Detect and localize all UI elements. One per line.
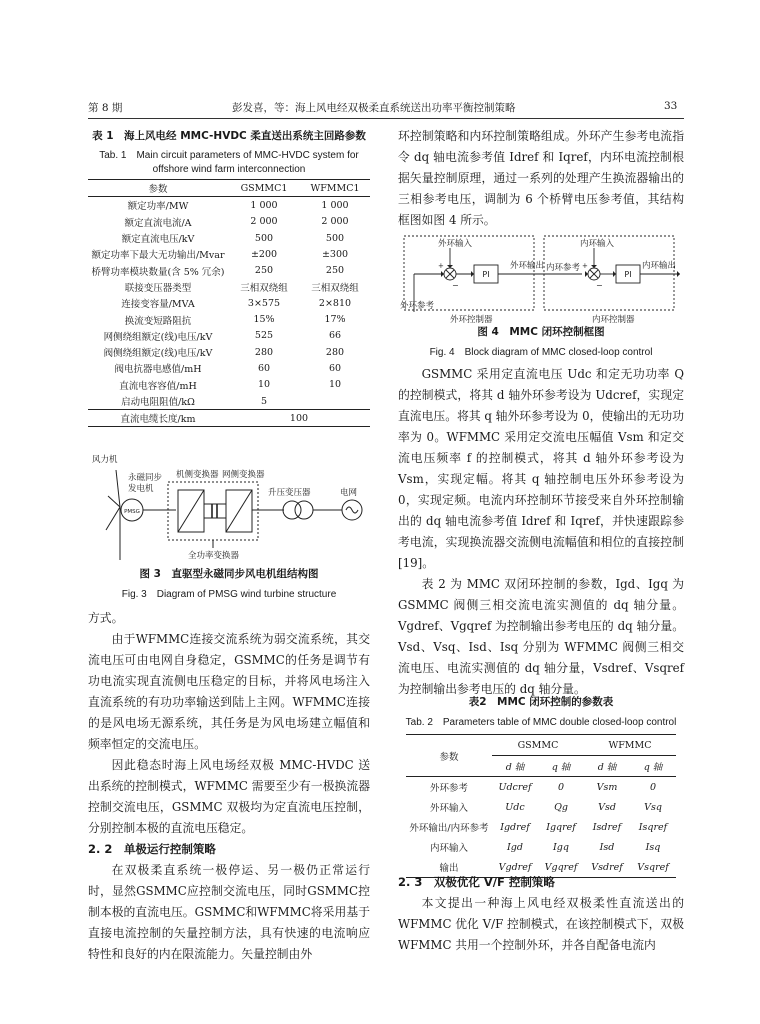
table2-cell: 0: [557, 781, 565, 793]
table1-row: [88, 197, 370, 214]
table1-cell: 15%: [253, 314, 275, 326]
figure4-diagram: [398, 232, 684, 324]
paragraph: 因此稳态时海上风电场经双极 MMC-HVDC 送出系统的控制模式，WFMMC 需要至少有一极换流器控制交流电压，GSMMC 双极均为定直流电压控制，分别控制本极的直流电压稳定。: [88, 758, 370, 835]
page-number: 33: [664, 100, 678, 112]
table1-cell: 额定直流电流/A: [124, 217, 192, 229]
left-body-text: [88, 608, 370, 965]
minus-sign: −: [452, 281, 459, 290]
table1-header-row: [88, 180, 370, 197]
figure4-caption-cn: 图 4 MMC 闭环控制框图: [477, 326, 605, 338]
label-machine-converter: 机侧变换器: [176, 470, 219, 480]
table1-cell: 阀电抗器电感值/mH: [114, 364, 202, 376]
transformer-winding: [283, 501, 301, 519]
table2-sub-header: d 轴: [597, 762, 617, 773]
table1-cell: ±200: [250, 248, 278, 260]
table2-row: [406, 797, 676, 817]
paragraph: 在双极柔直系统一极停运、另一极仍正常运行时，显然GSMMC应控制交流电压，同时GSMMC控制本极的直流电压。GSMMC和WFMMC将采用基于直接电流控制的矢量控制方法，具有快速的电流响应特性和良好的内在限流能力。矢量控制由外: [88, 863, 370, 961]
running-title: 彭发喜，等：海上风电经双极柔直系统送出功率平衡控制策略: [232, 102, 516, 114]
table1-row: [88, 262, 370, 278]
paragraph: 由于WFMMC连接交流系统为弱交流系统，其交流电压可由电网自身稳定，GSMMC的任务是调节有功电流实现直流侧电压稳定的目标，并将风电场注入直流系统的有功功率输送到陆上主网。WFMMC连接的是风电场无源系统，其任务是为风电场建立幅值和频率恒定的交流电压。: [88, 632, 370, 751]
label-inner-controller: 内环控制器: [592, 315, 635, 324]
table1-cell: 2×810: [318, 297, 352, 309]
table1-cell: 500: [325, 232, 345, 244]
table1-cell: 10: [328, 379, 342, 391]
transformer-winding: [295, 501, 313, 519]
paragraph: 表 2 为 MMC 双闭环控制的参数，Igd、Igq 为 GSMMC 阀侧三相交流电流实测值的 dq 轴分量。Vgdref、Vgqref 为控制输出参考电压的 dq 轴分量。Vsd、Vsq、Isd、Isq 分别为 WFMMC 阀侧三相交流电压、电流实测值的 dq 轴分量，Vsdref、Vsqref 为控制输出参考电压的 dq 轴分量。: [398, 577, 684, 696]
table1-cell: 阀侧绕组额定(线)电压/kV: [103, 348, 213, 360]
outer-pi-label: PI: [482, 270, 490, 279]
table1-caption-en: Tab. 1 Main circuit parameters of MMC-HVDC system for: [99, 150, 359, 161]
table1-cell: 1 000: [250, 199, 278, 211]
table1-row: [88, 360, 370, 376]
table1-cell: ±300: [321, 248, 349, 260]
paragraph: GSMMC 采用定直流电压 Udc 和定无功功率 Q 的控制模式，将其 d 轴外环参考设为 Udcref，实现定直流电压。将其 q 轴外环参考设为 0，使输出的无功功率为 0。WFMMC 采用定交流电压幅值 Vsm 和定交流电压频率 f 的控制模式，将其 d 轴外环参考设为 Vsm，实现定幅。将其 q 轴控制电压外环参考设为 0，实现定频。电流内环控制环节接受来自外环控制输出的 dq 轴电流参考值 Idref 和 Iqref，并快速跟踪参考电流，实现换流器交流侧电流幅值和相位的直接控制[19]。: [398, 367, 684, 570]
table1-cell: 额定功率下最大无功输出/Mvar: [91, 250, 225, 262]
table1-cell: 60: [257, 362, 271, 374]
table1-row: [88, 377, 370, 393]
label-pmsg-2: 发电机: [128, 484, 154, 494]
table1-cell: 直流电缆长度/km: [120, 414, 196, 426]
table1-row: [88, 279, 370, 295]
label-wind-turbine: 风力机: [92, 455, 118, 465]
table1-row: [88, 214, 370, 230]
table1-cell: 额定功率/MW: [127, 201, 189, 213]
table2-cell: Vsqref: [637, 861, 669, 873]
table2-param-header: 参数: [406, 735, 492, 777]
figure4-captions: [398, 324, 684, 358]
table2-caption-cn: 表2 MMC 闭环控制的参数表: [468, 696, 614, 708]
table2-cell: Udcref: [498, 781, 532, 793]
table1-cell: 额定直流电压/kV: [121, 234, 195, 246]
table2-cell: Igqref: [546, 821, 576, 833]
pmsg-structure-svg: [88, 452, 370, 562]
table2-cell: Udc: [505, 801, 525, 813]
table1-cell: 启动电阻阻值/kΩ: [121, 397, 195, 408]
table2-sub-header: d 轴: [505, 762, 525, 773]
table1-caption-en-2: offshore wind farm interconnection: [152, 164, 306, 175]
paragraph: 本文提出一种海上风电经双极柔性直流送出的 WFMMC 优化 V/F 控制模式，在该控制模式下，双极 WFMMC 共用一个控制外环，并各自配备电流内: [398, 896, 684, 952]
table1-cell: 17%: [324, 314, 346, 326]
table1-row: [88, 246, 370, 262]
table1-cell: 280: [254, 346, 274, 358]
figure3-caption-cn: 图 3 直驱型永磁同步风电机组结构图: [139, 568, 319, 580]
table1-row: [88, 328, 370, 344]
figure3-caption-en: Fig. 3 Diagram of PMSG wind turbine structure: [121, 589, 337, 600]
table1-cell: [300, 393, 370, 410]
table1-header-cell: GSMMC1: [228, 180, 300, 197]
table2: [406, 734, 676, 878]
label-inner-input: 内环输入: [580, 239, 615, 249]
table1-block: [88, 128, 370, 427]
table1-cell: 1 000: [321, 199, 349, 211]
table2-sub-header: q 轴: [643, 762, 663, 773]
table1-cell: 三相双绕组: [311, 282, 359, 294]
issue-number: 第 8 期: [88, 102, 123, 114]
minus-sign: −: [596, 281, 603, 290]
table1-cell: 100: [289, 412, 309, 424]
turbine-blade: [106, 507, 120, 530]
table2-cell: Igq: [553, 841, 569, 853]
table2-caption-en: Tab. 2 Parameters table of MMC double closed-loop control: [405, 717, 677, 728]
table1-cell: 2 000: [250, 216, 278, 228]
turbine-blade: [116, 470, 120, 507]
table1-cell: 桥臂功率模块数量(含 5% 冗余): [91, 266, 225, 278]
table2-cell: Isq: [645, 841, 661, 853]
table2-group-header: WFMMC: [584, 735, 676, 756]
table2-group-header: GSMMC: [492, 735, 584, 756]
table2-cell: Vsdref: [591, 861, 623, 873]
table2-sub-header: q 轴: [551, 762, 571, 773]
pmsg-symbol: PMSG: [124, 509, 140, 515]
right-body-text-bottom: [398, 872, 684, 956]
table2-cell: 外环参考: [429, 783, 468, 794]
table2-cell: 输出: [439, 863, 459, 874]
table2-cell: Vsq: [644, 801, 662, 813]
table1: [88, 179, 370, 427]
table1-header-cell: WFMMC1: [300, 180, 370, 197]
table1-cell: 网侧绕组额定(线)电压/kV: [103, 331, 213, 343]
table1-cell: 换流变短路阻抗: [124, 315, 192, 327]
table2-cell: 内环输入: [429, 843, 468, 854]
table2-cell: 外环输出/内环参考: [409, 823, 489, 834]
label-inner-ref: 内环参考: [546, 263, 581, 273]
label-grid-converter: 网侧变换器: [222, 470, 265, 480]
paragraph: 方式。: [88, 611, 124, 625]
right-body-text-middle: [398, 364, 684, 700]
table1-cell: 60: [328, 362, 342, 374]
plus-sign: +: [438, 262, 444, 270]
table2-cell: Isdref: [592, 821, 622, 833]
label-outer-ref: 外环参考: [400, 301, 435, 311]
table2-row: [406, 837, 676, 857]
table1-cell: 250: [254, 265, 274, 277]
table2-cell: Vgqref: [544, 861, 578, 873]
table1-row: [88, 311, 370, 327]
mmc-control-svg: [398, 232, 684, 324]
table1-caption-cn: 表 1 海上风电经 MMC-HVDC 柔直送出系统主回路参数: [92, 130, 366, 142]
table2-cell: Vsd: [598, 801, 616, 813]
section-heading-2-3: 2. 3 双极优化 V/F 控制策略: [398, 875, 555, 889]
section-heading-2-2: 2. 2 单极运行控制策略: [88, 842, 216, 856]
right-body-text-top: [398, 126, 684, 231]
table2-group-header-row: [406, 735, 676, 756]
label-outer-input: 外环输入: [438, 239, 473, 249]
grid-sine-icon: [346, 507, 358, 513]
table1-cell: 10: [257, 379, 271, 391]
figure4-caption-en: Fig. 4 Block diagram of MMC closed-loop control: [429, 347, 653, 358]
table2-row: [406, 777, 676, 798]
inner-pi-label: PI: [624, 270, 632, 279]
table1-row: [88, 393, 370, 410]
table1-cell: 3×575: [247, 297, 281, 309]
table2-cell: Isqref: [638, 821, 668, 833]
table1-cell: 280: [325, 346, 345, 358]
table2-cell: Qg: [554, 801, 568, 813]
table2-cell: Igd: [507, 841, 523, 853]
table1-row: [88, 344, 370, 360]
table1-cell: 直流电容容值/mH: [119, 380, 197, 392]
label-grid: 电网: [340, 488, 358, 498]
table1-cell: 250: [325, 265, 345, 277]
table1-cell: 三相双绕组: [240, 282, 288, 294]
table1-cell: 连接变容量/MVA: [121, 299, 195, 311]
figure3-captions: [88, 566, 370, 600]
table2-cell: Isd: [599, 841, 615, 853]
table1-cell: 联接变压器类型: [124, 282, 192, 294]
table1-row: [88, 230, 370, 246]
table2-cell: Vgdref: [498, 861, 532, 873]
label-outer-controller: 外环控制器: [450, 315, 493, 324]
table1-cell: 500: [254, 232, 274, 244]
table1-header-cell: 参数: [88, 180, 228, 197]
table1-cell: 2 000: [321, 216, 349, 228]
table2-row: [406, 817, 676, 837]
table1-row: [88, 295, 370, 311]
table1-cell: 66: [328, 330, 342, 342]
figure3-diagram: [88, 452, 370, 562]
paragraph: 环控制策略和内环控制策略组成。外环产生参考电流指令 dq 轴电流参考值 Idref 和 Iqref，内环电流控制根据矢量控制原理，通过一系列的处理产生换流器输出的三相参考电压，调制为 6 个桥臂电压参考值，其结构框图如图 4 所示。: [398, 129, 684, 227]
turbine-blade: [108, 496, 120, 507]
header-rule: [88, 118, 684, 119]
full-power-converter-box: [168, 482, 258, 540]
table1-row: [88, 410, 370, 427]
table2-cell: Igdref: [500, 821, 530, 833]
table2-cell: 0: [649, 781, 657, 793]
table2-cell: 外环输入: [429, 803, 468, 814]
label-outer-output: 外环输出: [510, 261, 545, 271]
table2-cell: Vsm: [596, 781, 618, 793]
table2-block: [398, 694, 684, 878]
plus-sign: +: [582, 262, 588, 270]
label-pmsg-1: 永磁同步: [128, 473, 163, 483]
label-step-up-transformer: 升压变压器: [268, 488, 311, 498]
table1-cell: 5: [260, 395, 268, 407]
label-inner-output: 内环输出: [642, 261, 677, 271]
label-full-power-converter: 全功率变换器: [188, 551, 240, 561]
table1-cell: 525: [254, 330, 274, 342]
